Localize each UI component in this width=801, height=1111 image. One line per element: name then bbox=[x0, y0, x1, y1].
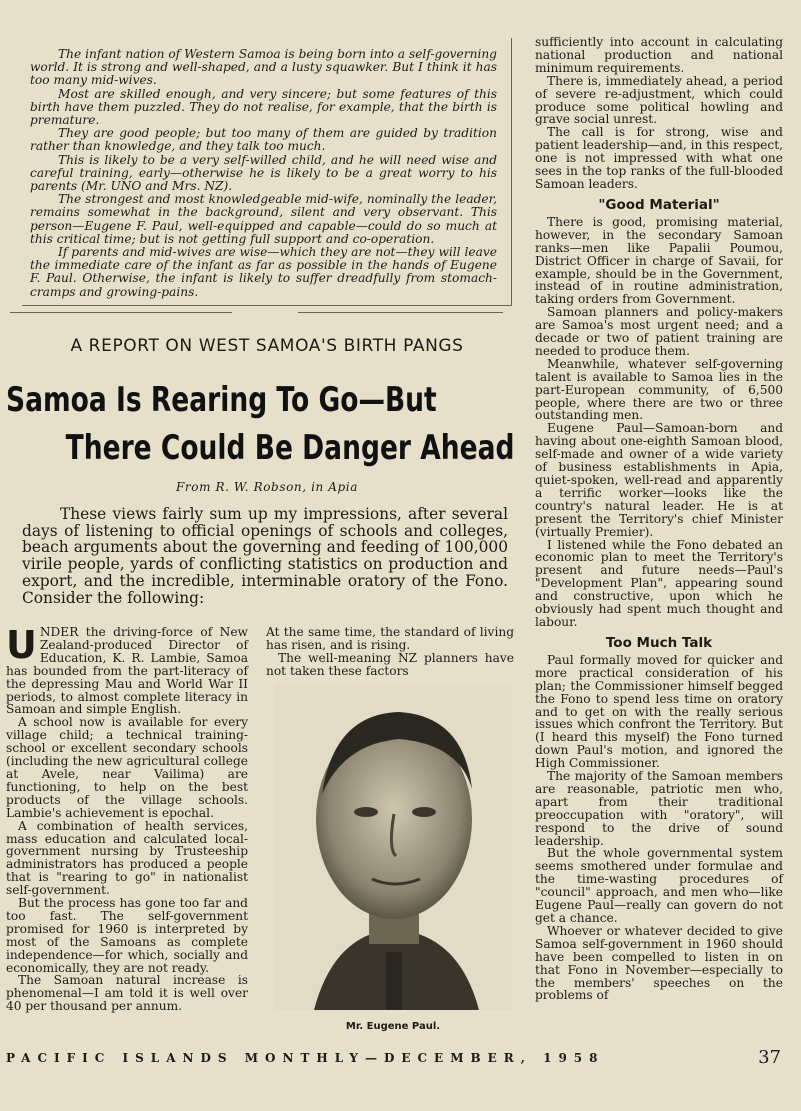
byline: From R. W. Robson, in Apia bbox=[175, 480, 358, 494]
article-paragraph: Whoever or whatever decided to give Samoa self-government in 1960 should have been compelled to listen in on that Fono in November—especially to the members' speeches on the problems of bbox=[535, 923, 783, 1003]
drop-cap: U bbox=[6, 623, 37, 667]
divider-rule bbox=[298, 312, 503, 313]
headline-line-1: Samoa Is Rearing To Go—But bbox=[6, 380, 437, 420]
article-paragraph bbox=[6, 623, 248, 717]
intro-paragraph: If parents and mid-wives are wise—which they are not—they will leave the immediate care of the infant as far as possible in the hands of Eugene F. Paul. Otherwise, the infant is likely to suffer dreadfully from stomach-cramps and growing-pains. bbox=[30, 245, 497, 299]
column-right bbox=[535, 36, 783, 1002]
page-number: 37 bbox=[758, 1047, 781, 1068]
photo-caption: Mr. Eugene Paul. bbox=[345, 1021, 441, 1032]
column-middle bbox=[266, 626, 514, 678]
article-paragraph: Paul formally moved for quicker and more practical consideration of his plan; the Commissioner himself begged the Fono to spend less time on oratory and to get on with the really serious issues which confront the Territory. But (I heard this myself) the Fono turned down Paul's motion, and ignored the High Commissioner. bbox=[535, 652, 783, 771]
intro-paragraph: This is likely to be a very self-willed child, and he will need wise and careful training, early—otherwise he is likely to be a great worry to his parents (Mr. UNO and Mrs. NZ). bbox=[30, 152, 497, 194]
article-paragraph: There is, immediately ahead, a period of severe re-adjustment, which could produce some political howling and grave social unrest. bbox=[535, 73, 783, 127]
intro-box bbox=[22, 38, 512, 306]
article-paragraph: There is good, promising material, however, in the secondary Samoan ranks—men like Papalii Poumou, District Officer in charge of Savaii, for example, should be in the Government, instead of in routine administration, taking orders from Government. bbox=[535, 214, 783, 307]
portrait-illustration bbox=[274, 684, 512, 1010]
article-paragraph: Samoan planners and policy-makers are Samoa's most urgent need; and a decade or two of patient training are needed to produce them. bbox=[535, 305, 783, 358]
intro-paragraph: The strongest and most knowledgeable mid-wife, nominally the leader, remains somewhat in the background, silent and very observant. This person—Eugene F. Paul, well-equipped and capable—could do so much at this critical time; but is not getting full support and co-operation. bbox=[30, 192, 497, 246]
page-footer bbox=[6, 1047, 781, 1071]
article-paragraph: Meanwhile, whatever self-governing talent is available to Samoa lies in the part-European community, of 6,500 people, where there are two or three outstanding men. bbox=[535, 356, 783, 423]
portrait-photo bbox=[274, 684, 512, 1010]
subheading-too-much-talk: Too Much Talk bbox=[605, 634, 713, 651]
article-paragraph: The majority of the Samoan members are reasonable, patriotic men who, apart from their traditional preoccupation with "oratory", will respond to the drive of sound leadership. bbox=[535, 769, 783, 848]
article-paragraph: I listened while the Fono debated an economic plan to meet the Territory's present and future needs—Paul's "Development Plan", appearing sound and constructive, upon which he obviously had spent much thought and labour. bbox=[535, 537, 783, 629]
paragraph-text: NDER the driving-force of New Zealand-produced Director of Education, K. R. Lambie, Samoa has bounded from the part-literacy of the depressing Mau and World War II periods, to almost complete literacy in Samoan and simple English. bbox=[6, 625, 248, 717]
article-paragraph: At the same time, the standard of living has risen, and is rising. bbox=[266, 625, 514, 652]
article-paragraph: sufficiently into account in calculating national production and national minimum requirements. bbox=[535, 35, 783, 75]
article-paragraph: The call is for strong, wise and patient leadership—and, in this respect, one is not impressed with what one sees in the top ranks of the full-blooded Samoan leaders. bbox=[535, 125, 783, 191]
kicker: A REPORT ON WEST SAMOA'S BIRTH PANGS bbox=[70, 336, 464, 356]
divider-rule bbox=[10, 312, 232, 313]
headline-line-2: There Could Be Danger Ahead bbox=[66, 428, 515, 468]
publication-line: PACIFIC ISLANDS MONTHLY—DECEMBER, 1958 bbox=[6, 1051, 605, 1065]
subheading-good-material: "Good Material" bbox=[598, 196, 720, 213]
column-left bbox=[6, 623, 248, 1014]
article-paragraph: The Samoan natural increase is phenomenal—I am told it is well over 40 per thousand per annum. bbox=[6, 973, 248, 1014]
lead-paragraph-block bbox=[22, 506, 508, 606]
article-paragraph: Eugene Paul—Samoan-born and having about one-eighth Samoan blood, self-made and owner of a wide variety of business establishments in Apia, quiet-spoken, well-read and apparently a terrific worker—looks like the country's natural leader. He is at present the Territory's chief Minister (virtually Premier). bbox=[535, 421, 783, 539]
article-paragraph: A school now is available for every village child; a technical training-school or excellent secondary schools (including the new agricultural college at Avele, near Vailima) are functioning, to help on the best products of the village schools. Lambie's achievement is epochal. bbox=[6, 715, 248, 820]
intro-paragraph: They are good people; but too many of them are guided by tradition rather than knowledge, and they talk too much. bbox=[30, 126, 497, 154]
article-paragraph: But the process has gone too far and too fast. The self-government promised for 1960 is interpreted by most of the Samoans as complete independence—for which, socially and economically, they are not ready. bbox=[6, 896, 248, 975]
lead-paragraph: These views fairly sum up my impressions, after several days of listening to official openings of schools and colleges, beach arguments about the governing and feeding of 100,000 virile people, yards of conflicting statistics on production and export, and the incredible, interminable oratory of the Fono. Consider the following: bbox=[22, 505, 508, 607]
intro-paragraph: The infant nation of Western Samoa is being born into a self-governing world. It is strong and well-shaped, and a lusty squawker. But I think it has too many mid-wives. bbox=[30, 47, 497, 88]
article-paragraph: But the whole governmental system seems smothered under formulae and the time-wasting procedures of "council" approach, and men who—like Eugene Paul—really can govern do not get a chance. bbox=[535, 846, 783, 925]
article-paragraph: A combination of health services, mass education and calculated local-government nursing by Trusteeship administrators has produced a people that is "rearing to go" in nationalist self-government. bbox=[6, 818, 248, 898]
article-paragraph: The well-meaning NZ planners have not taken these factors bbox=[266, 650, 514, 678]
intro-paragraph: Most are skilled enough, and very sincere; but some features of this birth have them puzzled. They do not realise, for example, that the birth is premature. bbox=[30, 86, 497, 128]
